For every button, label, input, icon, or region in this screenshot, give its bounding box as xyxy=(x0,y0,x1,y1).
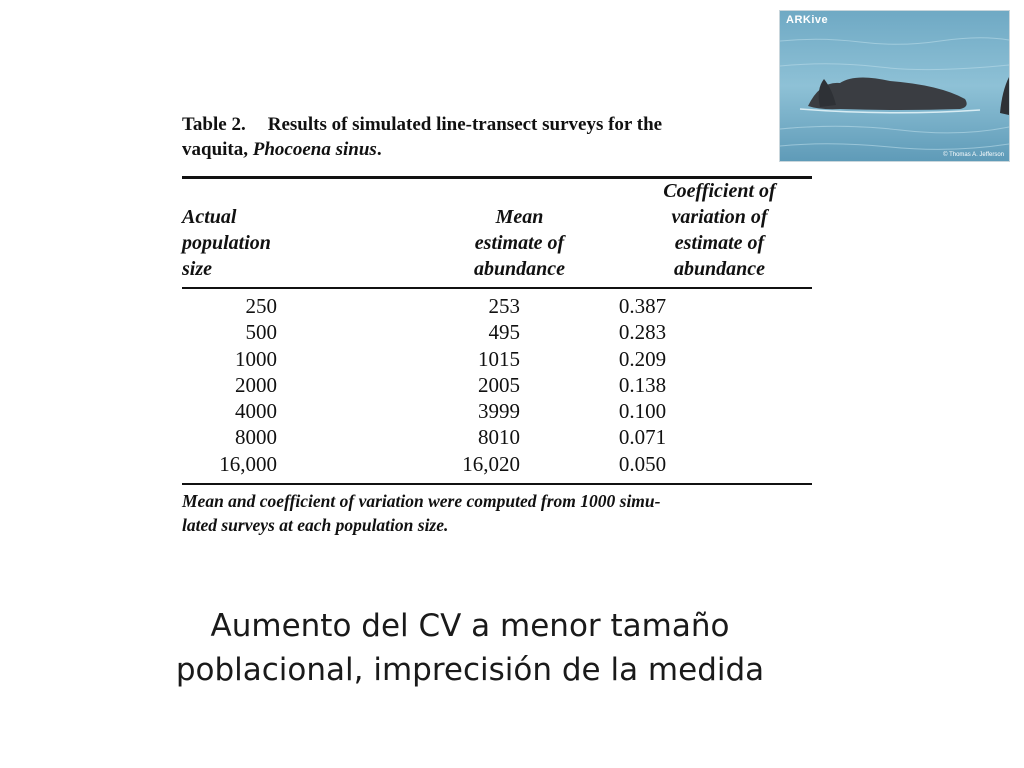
table-title-line2-suffix: . xyxy=(376,139,382,160)
table-row xyxy=(182,451,812,477)
cell-mean: 3999 xyxy=(478,399,520,424)
cell-mean: 1015 xyxy=(478,346,520,371)
cell-mean: 253 xyxy=(488,294,520,318)
table-row xyxy=(182,372,812,398)
header-coefficient-of-variation: Coefficient of variation of estimate of abundance xyxy=(663,180,776,280)
cell-cv: 0.209 xyxy=(618,346,667,371)
table-footnote: Mean and coefficient of variation were computed from 1000 simu- lated surveys at each population size. xyxy=(182,491,661,536)
table-label: Table 2. xyxy=(182,114,246,135)
vaquita-photo-illustration xyxy=(780,11,1009,161)
cell-cv: 0.283 xyxy=(618,320,667,345)
cell-actual: 500 xyxy=(245,320,277,345)
table-bottom-rule xyxy=(182,483,812,485)
summary-line1: Aumento del CV a menor tamaño xyxy=(210,608,730,644)
table-body xyxy=(182,289,812,483)
table-caption xyxy=(182,112,812,162)
cell-actual: 4000 xyxy=(235,399,277,424)
summary-line2: poblacional, imprecisión de la medida xyxy=(175,652,765,688)
photo-credit: © Thomas A. Jefferson xyxy=(943,152,1004,158)
cell-mean: 16,020 xyxy=(462,451,520,476)
cell-mean: 495 xyxy=(488,320,520,345)
cell-mean: 2005 xyxy=(478,372,520,397)
table-title-line2-prefix: vaquita, xyxy=(182,139,253,160)
table-row xyxy=(182,424,812,450)
cell-actual: 16,000 xyxy=(219,451,277,476)
cell-actual: 1000 xyxy=(235,346,277,371)
table-title-line1: Results of simulated line-transect surveys for the xyxy=(267,114,663,135)
table-row xyxy=(182,293,812,319)
table-row xyxy=(182,398,812,424)
cell-actual: 250 xyxy=(245,294,277,318)
cell-cv: 0.387 xyxy=(618,294,667,318)
cell-cv: 0.050 xyxy=(618,451,667,476)
table-row xyxy=(182,346,812,372)
header-mean-estimate: Mean estimate of abundance xyxy=(473,206,566,280)
cell-actual: 8000 xyxy=(235,425,277,450)
species-name: Phocoena sinus xyxy=(252,139,377,160)
table-header-row xyxy=(182,179,812,287)
cell-mean: 8010 xyxy=(478,425,520,450)
table-row xyxy=(182,319,812,345)
vaquita-photo xyxy=(779,10,1010,162)
header-actual-population-size: Actual population size xyxy=(182,206,271,280)
cell-cv: 0.071 xyxy=(618,425,667,450)
cell-cv: 0.100 xyxy=(618,399,667,424)
arkive-logo: ARKive xyxy=(786,14,829,26)
cell-cv: 0.138 xyxy=(618,372,667,397)
slide-summary-text xyxy=(150,604,790,692)
results-table xyxy=(182,112,812,537)
cell-actual: 2000 xyxy=(235,372,277,397)
